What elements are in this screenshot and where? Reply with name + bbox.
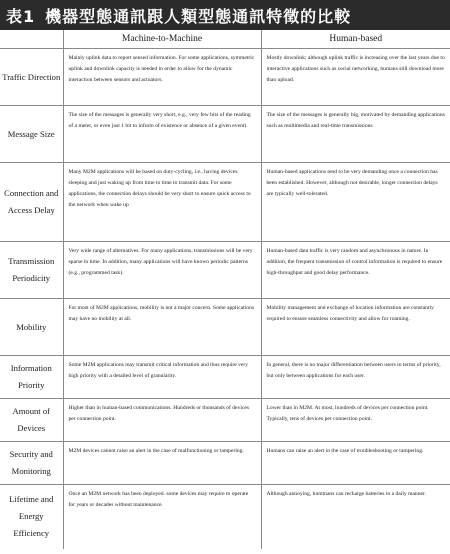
m2m-cell: The size of the messages is generally very short, e.g., very few bits of the reading of a meter, or even just 1 bit to inform of existence or absence of a given event). [63,106,261,163]
table-row [0,299,450,356]
human-cell: Human-based data traffic is very random and asynchronous in nature. In addition, the frequent transmission of control information is required to ensure high-throughput and good delay performance. [261,242,450,299]
comparison-table [0,30,450,549]
row-label: Amount of Devices [0,399,63,442]
table-caption [0,0,450,30]
human-cell: The size of the messages is generally big, motivated by demanding applications such as multimedia and real-time transmissions [261,106,450,163]
table-row [0,485,450,549]
table-row [0,163,450,242]
header-m2m: Machine-to-Machine [63,30,261,49]
human-cell: Humans can raise an alert in the case of troubleshooting or tampering. [261,442,450,485]
m2m-cell: Very wide range of alternatives. For many applications, transmissions will be very sparse in time. In addition, many applications will have known periodic patterns (e.g., programmed task). [63,242,261,299]
m2m-cell: Higher than in human-based communications. Hundreds or thousands of devices per connection point. [63,399,261,442]
table-row [0,356,450,399]
header-human: Human-based [261,30,450,49]
row-label: Lifetime and Energy Efficiency [0,485,63,549]
table-row [0,399,450,442]
row-label: Information Priority [0,356,63,399]
header-row [0,30,450,49]
human-cell: Lower than in M2M. At most, hundreds of devices per connection point. Typically, tens of devices per connection point. [261,399,450,442]
row-label: Traffic Direction [2,71,61,82]
m2m-cell: For most of M2M applications, mobility is not a major concern. Some applications may have no mobility at all. [63,299,261,356]
m2m-cell: Once an M2M network has been deployed. some devices may require to operate for years or decades without maintenance. [63,485,261,549]
row-label: Transmission Periodicity [0,242,63,299]
m2m-cell: Some M2M applications may transmit critical information and thus require very high priority with a detailed level of granularity. [63,356,261,399]
human-cell: Human-based applications tend to be very demanding once a connection has been established. However, although not desirable, longer connection delays are typically well-tolerated. [261,163,450,242]
row-label: Mobility [0,299,63,356]
human-cell: In general, there is no major differentiation between users in terms of priority, but only between applications for each user. [261,356,450,399]
table-row [0,442,450,485]
human-cell: Although annoying, hummans can recharge batteries in a daily manner. [261,485,450,549]
human-cell: Mostly downlink; although uplink traffic is increasing over the last years due to interactive applications such as social networking, humans still download more than upload. [261,49,450,106]
header-blank [0,30,63,49]
row-label: Security and Monitoring [0,442,63,485]
table-row [0,106,450,163]
m2m-cell: M2M devices cannot raise an alert in the case of malfunctioning or tampering. [63,442,261,485]
table-title: 機器型態通訊跟人類型態通訊特徵的比較 [45,6,352,26]
table-number: 表1 [6,6,36,26]
m2m-cell: Mainly uplink data to report sensed information. For some applications, symmetric uplink and downlink capacity is needed in order to allow for the dynamic interaction between sensors and actuators. [63,49,261,106]
row-label: Message Size [0,106,63,163]
table-row [0,49,450,106]
m2m-cell: Many M2M applications will be based on duty-cycling, i.e., having devices sleeping and just waking up from time to time to transmit data. For some applications, the connection delays should be very short to ensure quick access to the network when wake up [63,163,261,242]
human-cell: Mobility management and exchange of location information are constantly required to ensure seamless connectivity and allow for roaming. [261,299,450,356]
row-label: Connection and Access Delay [0,163,63,242]
table-row [0,242,450,299]
